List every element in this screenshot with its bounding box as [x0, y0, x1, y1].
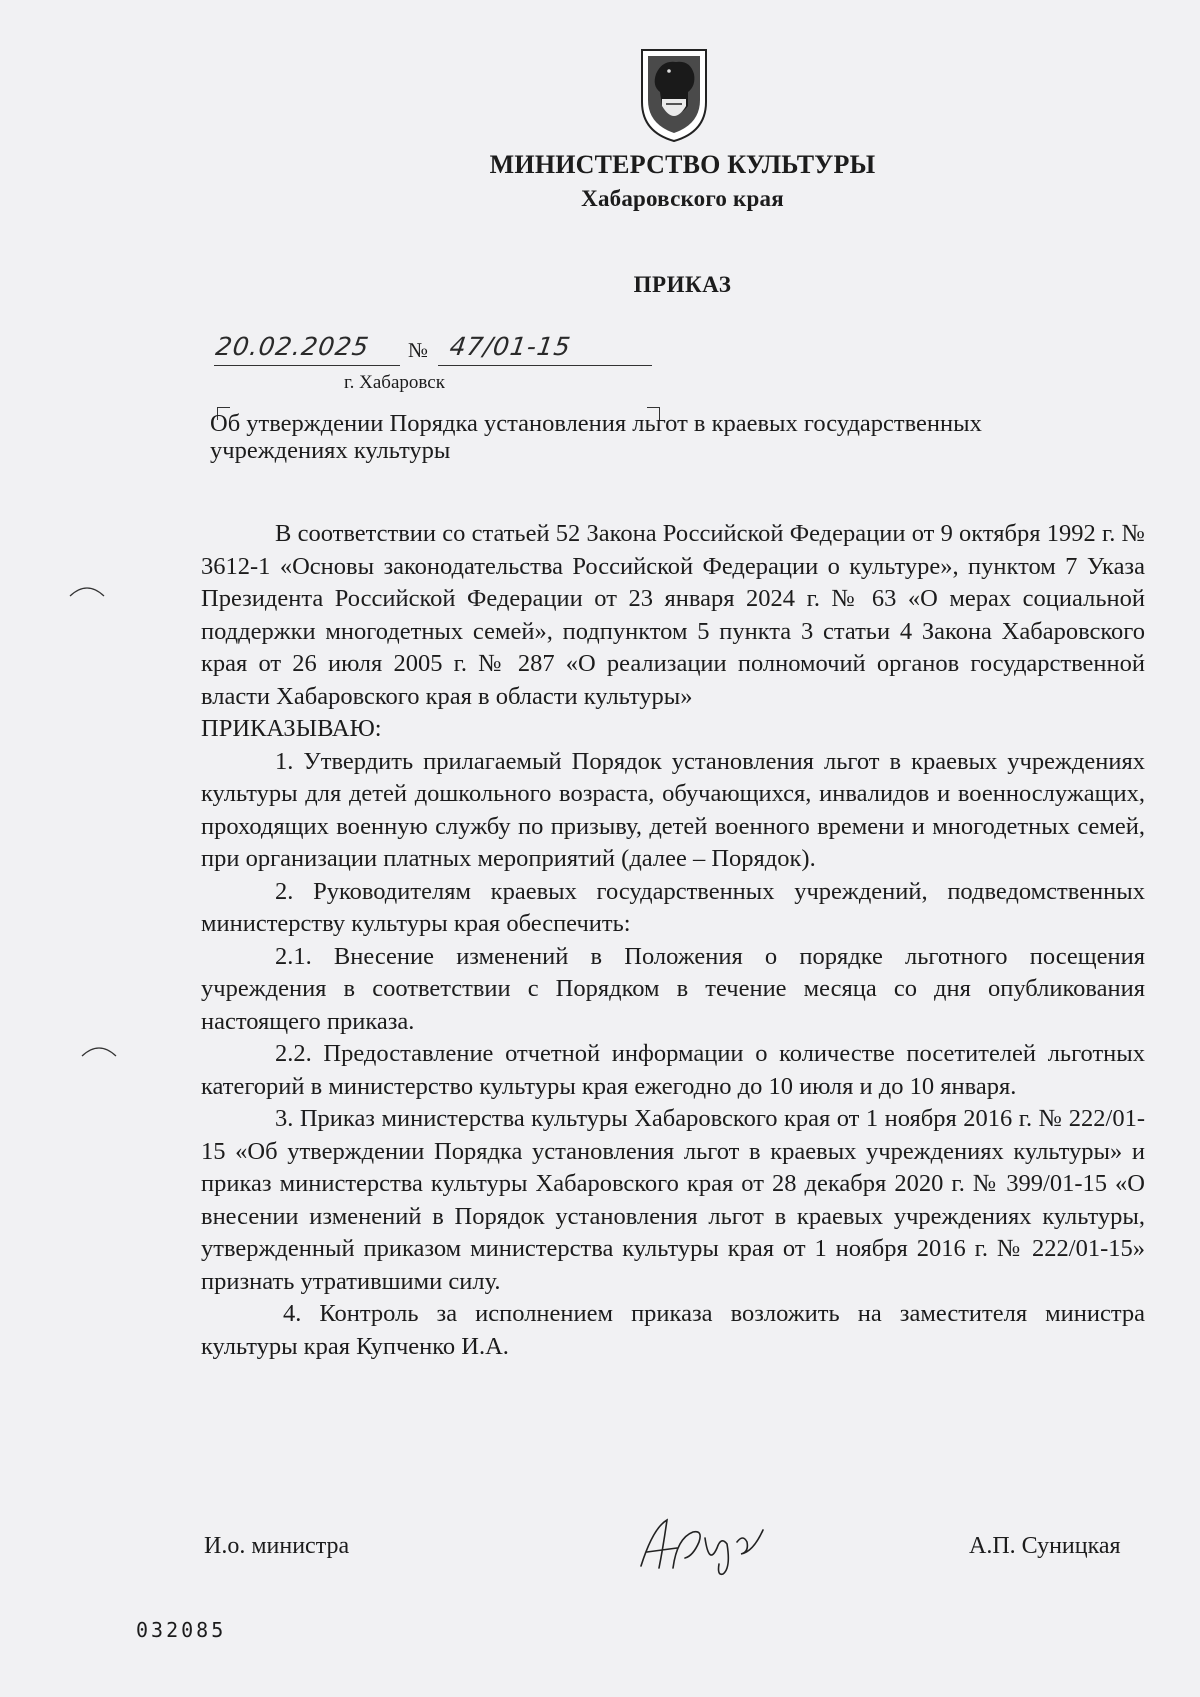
order-word: ПРИКАЗЫВАЮ:: [201, 715, 382, 742]
document-subject: Об утверждении Порядка установления льгот в краевых государственных учреждениях культуры: [210, 410, 982, 464]
date-number-row: [214, 332, 654, 372]
number-underline: [438, 365, 652, 366]
document-type-title: ПРИКАЗ: [633, 272, 732, 297]
date-underline: [214, 365, 400, 366]
item-2-2-paragraph: 2.2. Предоставление отчетной информации о количестве посетителей льготных категорий в министерство культуры края ежегодно до 10 июля и до 10 января.: [201, 1040, 1145, 1100]
item-2-paragraph: 2. Руководителям краевых государственных учреждений, подведомственных министерству культуры края обеспечить:: [201, 877, 1145, 937]
item-4-paragraph: 4. Контроль за исполнением приказа возложить на заместителя министра культуры края Купченко И.А.: [201, 1300, 1145, 1360]
signatory-name: А.П. Суницкая: [969, 1533, 1121, 1559]
document-code: 032085: [136, 1618, 227, 1642]
punch-hole-mark: [80, 1042, 118, 1058]
coat-of-arms-emblem: [636, 44, 712, 144]
punch-hole-mark: [68, 582, 106, 598]
item-1-paragraph: 1. Утвердить прилагаемый Порядок установления льгот в краевых учреждениях культуры для детей дошкольного возраста, обучающихся, инвалидов и военнослужащих, проходящих военную службу по призыву, детей военного времени и многодетных семей, при организации платных мероприятий (далее – Порядок).: [201, 747, 1145, 872]
region-name: Хабаровского края: [581, 186, 784, 211]
item-3-paragraph: 3. Приказ министерства культуры Хабаровского края от 1 ноября 2016 г. № 222/01-15 «Об утверждении Порядка установления льгот в краевых учреждениях культуры» и приказ министерства культуры Хабаровского края от 28 декабря 2020 г. № 399/01-15 «О внесении изменений в Порядок установления льгот в краевых учреждениях культуры, утвержденный приказом министерства культуры края от 1 ноября 2016 г. № 222/01-15» признать утратившими силу.: [201, 1105, 1145, 1295]
item-2-1-paragraph: 2.1. Внесение изменений в Положения о порядке льготного посещения учреждения в соответствии с Порядком в течение месяца со дня опубликования настоящего приказа.: [201, 942, 1145, 1035]
preamble-paragraph: В соответствии со статьей 52 Закона Российской Федерации от 9 октября 1992 г. № 3612-1 «Основы законодательства Российской Федерации о культуре», пунктом 7 Указа Президента Российской Федерации от 23 января 2024 г. № 63 «О мерах социальной поддержки многодетных семей», подпунктом 5 пункта 3 статьи 4 Закона Хабаровского края от 26 июля 2005 г. № 287 «О реализации полномочий органов государственной власти Хабаровского края в области культуры»: [201, 520, 1145, 710]
number-sign: №: [408, 338, 429, 362]
document-city: г. Хабаровск: [344, 372, 445, 393]
document-body: [201, 518, 1145, 1363]
document-number: 47/01-15: [447, 332, 573, 361]
signatory-role: И.о. министра: [204, 1533, 350, 1559]
handwritten-signature: [633, 1508, 773, 1578]
ministry-name: МИНИСТЕРСТВО КУЛЬТУРЫ: [489, 150, 876, 179]
document-date: 20.02.2025: [213, 332, 372, 361]
